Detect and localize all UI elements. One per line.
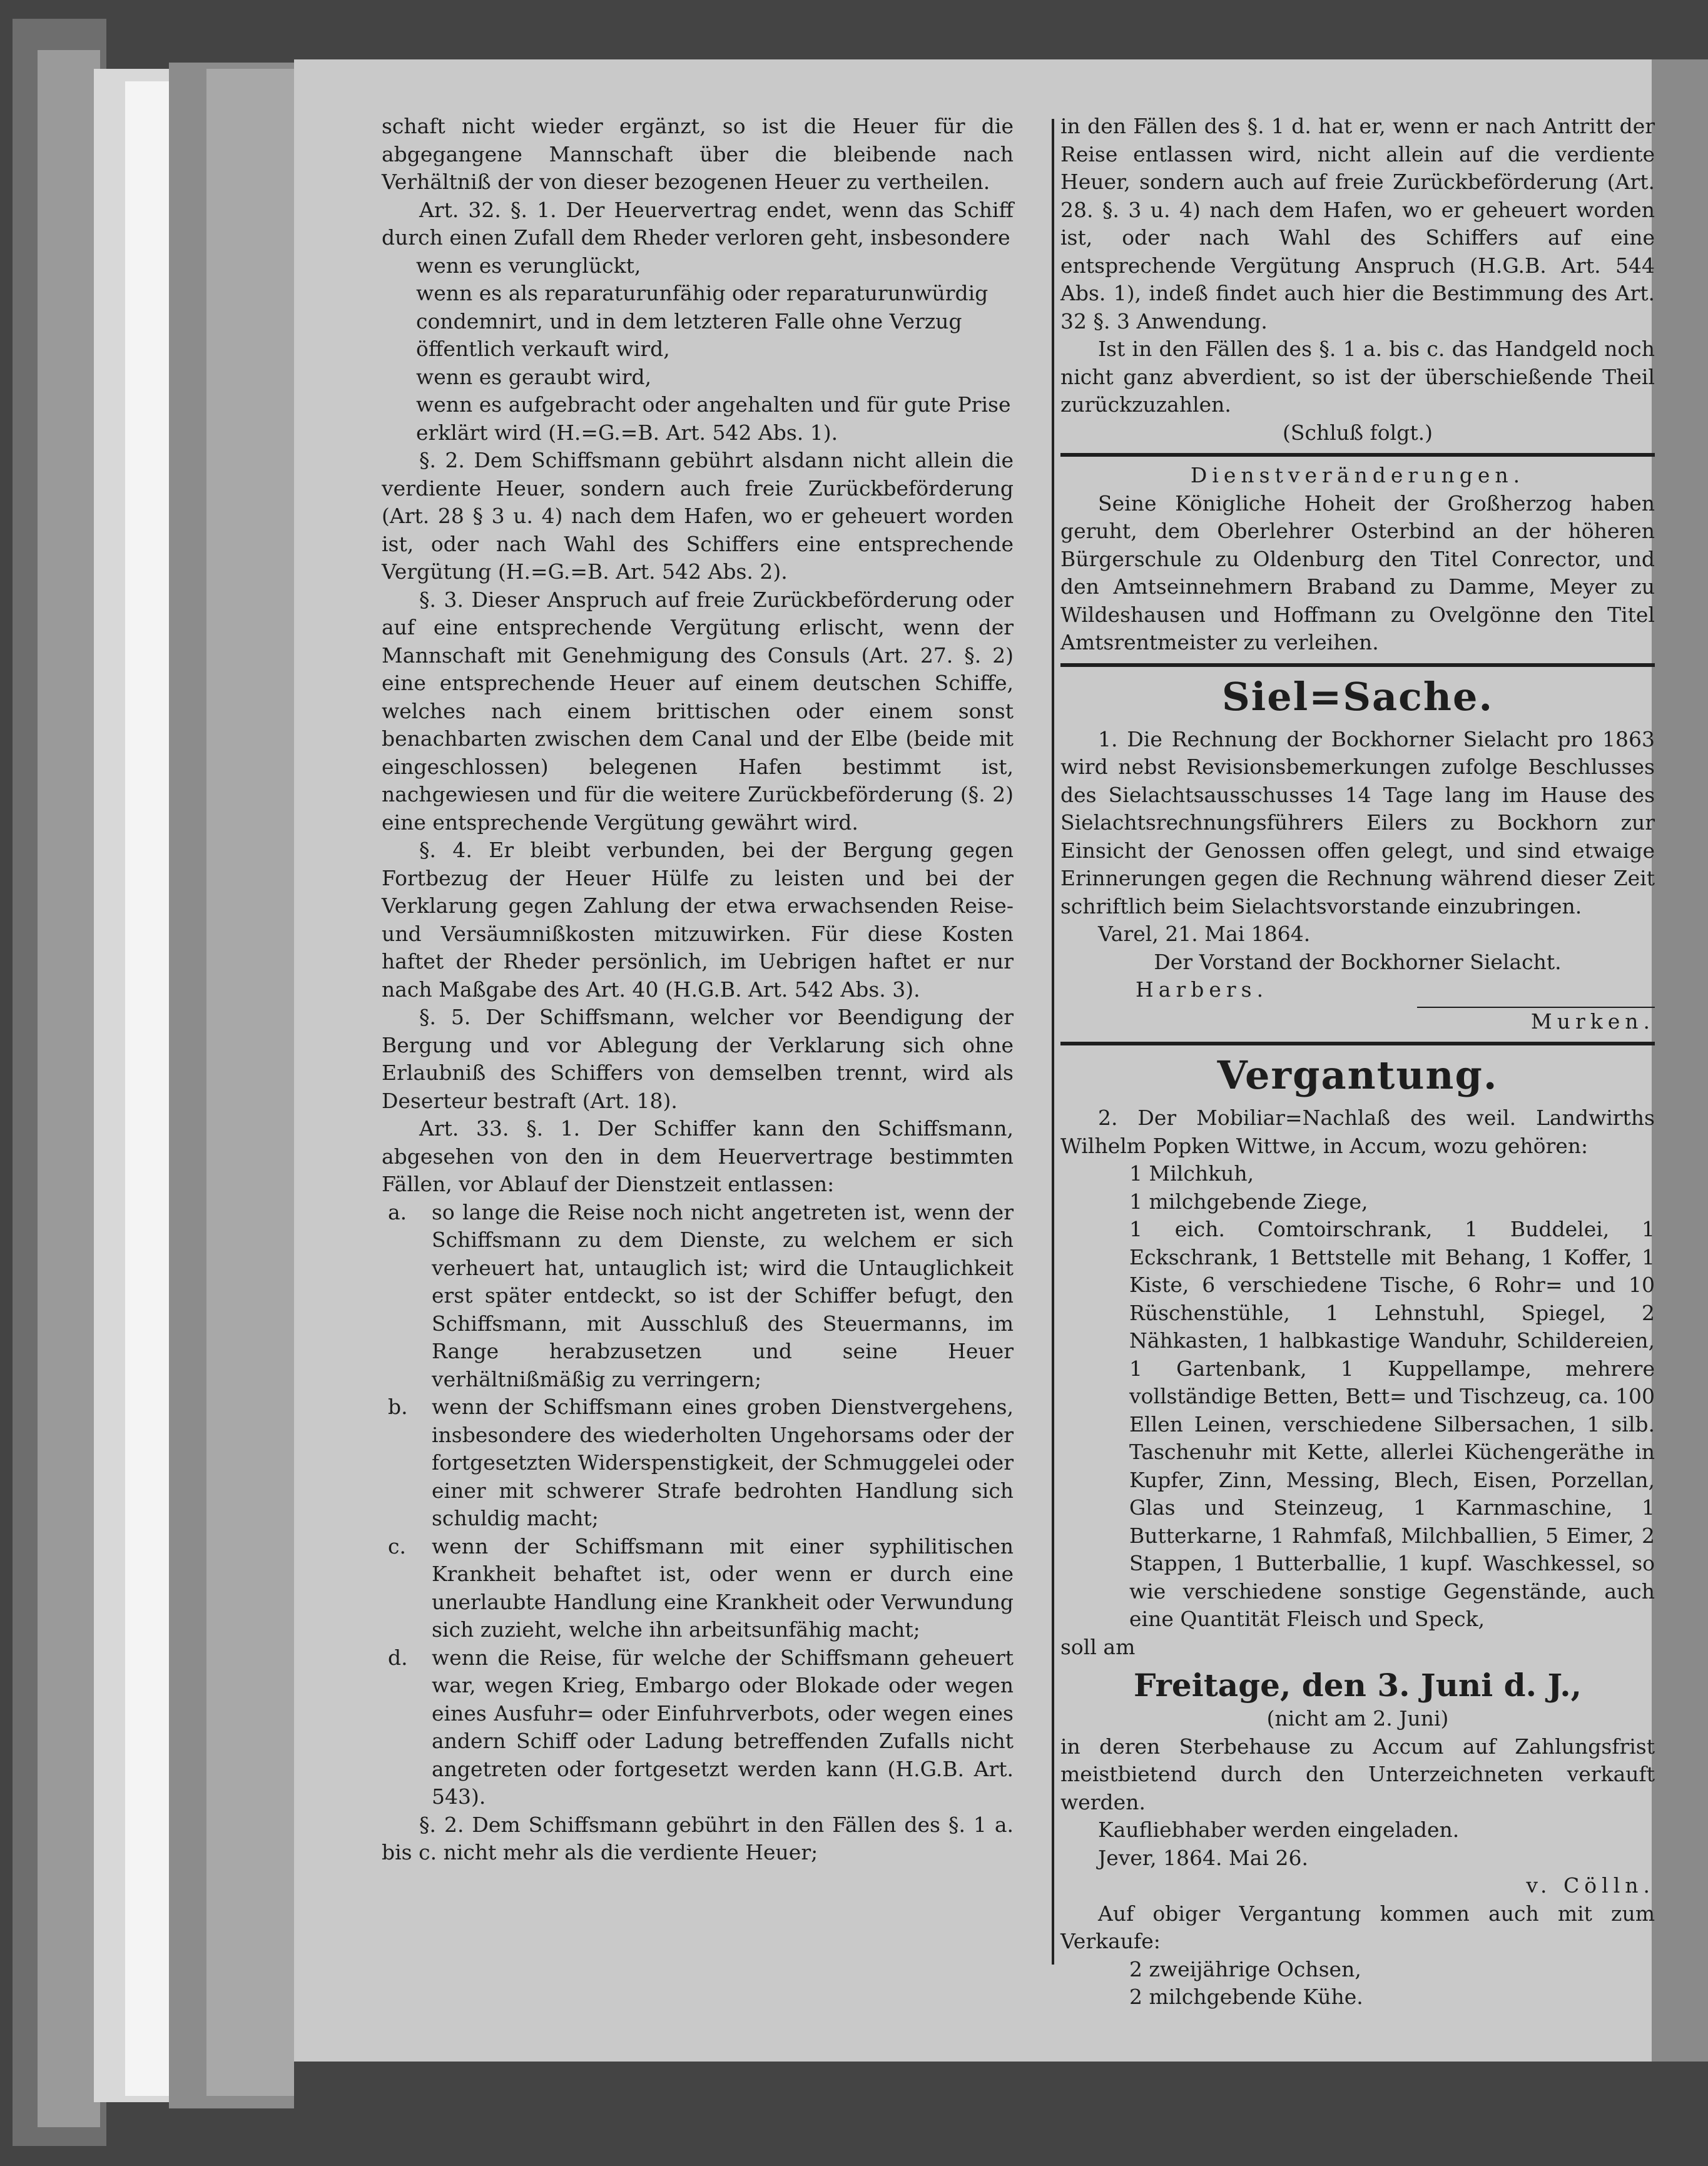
art32-case: wenn es geraubt wird, (416, 364, 652, 389)
vergantung-extra-item: 2 milchgebende Kühe. (1129, 1985, 1363, 2009)
siel-heading: Siel=Sache. (1221, 673, 1494, 719)
art32-case: wenn es als reparaturunfähig oder reparaturunwürdig condemnirt, und in dem letzteren Falle ohne Verzug öffentlich verkauft wird, (416, 281, 989, 361)
art33-para1: Art. 33. §. 1. Der Schiffer kann den Schiffsmann, abgesehen von den in dem Heuervertrage bestimmten Fällen, vor Ablauf der Dienstzeit entlassen: (382, 1116, 1014, 1196)
vergantung-soll: soll am (1060, 1634, 1136, 1659)
signatory-name: Harbers. (1136, 977, 1269, 1002)
art32-para1: Art. 32. §. 1. Der Heuervertrag endet, wenn das Schiff durch einen Zufall dem Rheder verloren geht, insbesondere (382, 197, 1014, 250)
left-column (382, 113, 1014, 1867)
section-divider (1060, 453, 1655, 457)
vergantung-date: Freitage, den 3. Juni d. J., (1133, 1667, 1582, 1704)
siel-text: 1. Die Rechnung der Bockhorner Sielacht pro 1863 wird nebst Revisionsbemerkungen zufolge Beschlusses des Sielachtsausschusses 14 Tage lang im Hause des Sielachtsrechnungsführers Eilers zu Bockhorn zur Einsicht der Genossen offen gelegt, und sind etwaige Erinnerungen gegen die Rechnung während dieser Zeit schriftlich beim Sielachtsvorstande einzubringen. (1060, 726, 1655, 918)
art32-para4: §. 4. Er bleibt verbunden, bei der Bergung gegen Fortbezug der Heuer Hülfe zu leisten und bei der Verklarung gegen Zahlung der etwa erwachsenden Reise- und Versäumnißkosten mitzuwirken. Für diese Kosten haftet der Rheder persönlich, im Uebrigen haftet er nur nach Maßgabe des Art. 40 (H.G.B. Art. 542 Abs. 3). (382, 838, 1014, 1002)
vergantung-item: 1 eich. Comtoirschrank, 1 Buddelei, 1 Eckschrank, 1 Bettstelle mit Behang, 1 Koffer, 1 Kiste, 6 verschiedene Tische, 6 Rohr= und 10 Rüschenstühle, 1 Lehnstuhl, Spiegel, 2 Nähkasten, 1 halbkastige Wanduhr, Schildereien, 1 Gartenbank, 1 Kuppellampe, mehrere vollständige Betten, Bett= und Tischzeug, ca. 100 Ellen Leinen, verschiedene Silbersachen, 1 silb. Taschenuhr mit Kette, allerlei Küchengeräthe in Kupfer, Zinn, Messing, Blech, Eisen, Porzellan, Glas und Steinzeug, 1 Karnmaschine, 1 Butterkarne, 1 Rahmfaß, Milchballien, 5 Eimer, 2 Stappen, 1 Butterballie, 1 kupf. Waschkessel, so wie verschiedene sonstige Gegenstände, auch eine Quantität Fleisch und Speck, (1129, 1217, 1655, 1631)
vergantung-text: 2. Der Mobiliar=Nachlaß des weil. Landwirths Wilhelm Popken Wittwe, in Accum, wozu gehören: (1060, 1106, 1655, 1158)
to-be-continued: (Schluß folgt.) (1283, 420, 1433, 445)
vergantung-note: (nicht am 2. Juni) (1266, 1706, 1449, 1731)
art33-item (382, 1199, 1014, 1394)
item-text: wenn der Schiffsmann eines groben Dienstvergehens, insbesondere des wiederholten Ungehorsams oder der fortgesetzten Widerspenstigkeit, der Schmuggelei oder einer mit schwerer Strafe bedrohten Handlung sich schuldig macht; (432, 1395, 1014, 1530)
vergantung-signature: v. Cölln. (1526, 1873, 1655, 1898)
newspaper-page (294, 59, 1680, 2062)
siel-date: Varel, 21. Mai 1864. (1098, 922, 1311, 946)
opening-paragraph: schaft nicht wieder ergänzt, so ist die Heuer für die abgegangene Mannschaft über die bleibende nach Verhältniß der von dieser bezogenen Heuer zu vertheilen. (382, 114, 1014, 194)
item-label: d. (388, 1645, 408, 1670)
art32-para3: §. 3. Dieser Anspruch auf freie Zurückbeförderung oder auf eine entsprechende Vergütung erlischt, wenn der Mannschaft mit Genehmigung des Consuls (Art. 27. §. 2) eine entsprechende Heuer auf einem deutschen Schiffe, welches nach einem brittischen oder einem sonst benachbarten zwischen dem Canal und der Elbe (beide mit eingeschlossen) belegenen Hafen bestimmt ist, nachgewiesen und für die weitere Zurückbeförderung (§. 2) eine entsprechende Vergütung gewährt wird. (382, 587, 1014, 835)
art33-item (382, 1533, 1014, 1644)
art32-para2: §. 2. Dem Schiffsmann gebührt alsdann nicht allein die verdiente Heuer, sondern auch freie Zurückbeförderung (Art. 28 § 3 u. 4) nach dem Hafen, wo er geheuert worden ist, oder nach Wahl des Schiffers eine entsprechende Vergütung (H.=G.=B. Art. 542 Abs. 2). (382, 448, 1014, 584)
item-label: c. (388, 1533, 406, 1558)
art32-case: wenn es verunglückt, (416, 253, 641, 278)
section-divider (1060, 1042, 1655, 1045)
item-label: a. (388, 1199, 407, 1224)
art33-para2: §. 2. Dem Schiffsmann gebührt in den Fällen des §. 1 a. bis c. nicht mehr als die verdiente Heuer; (382, 1812, 1014, 1864)
vergantung-extra-item: 2 zweijährige Ochsen, (1129, 1956, 1361, 1981)
art33-item (382, 1393, 1014, 1533)
vergantung-place: Jever, 1864. Mai 26. (1098, 1845, 1309, 1870)
item-text: so lange die Reise noch nicht angetreten ist, wenn der Schiffsmann zu dem Dienste, zu welchem er sich verheuert hat, untauglich ist; wird die Untauglichkeit erst später entdeckt, so ist der Schiffer befugt, den Schiffsmann, mit Ausschluß des Steuermanns, im Range herabzusetzen und seine Heuer verhältnißmäßig zu verringern; (432, 1199, 1014, 1391)
vergantung-text-2: in deren Sterbehause zu Accum auf Zahlungsfrist meistbietend durch den Unterzeichneten verkauft werden. (1060, 1734, 1655, 1814)
vergantung-item: 1 milchgebende Ziege, (1129, 1189, 1368, 1214)
art33-item (382, 1644, 1014, 1811)
vergantung-buyers: Kaufliebhaber werden eingeladen. (1098, 1818, 1460, 1842)
dienst-text: Seine Königliche Hoheit der Großherzog haben geruht, dem Oberlehrer Osterbind an der höheren Bürgerschule zu Oldenburg den Titel Conrector, und den Amtseinnehmern Braband zu Damme, Meyer zu Wildeshausen und Hoffmann zu Ovelgönne den Titel Amtsrentmeister zu verleihen. (1060, 491, 1655, 654)
dienst-heading: Dienstveränderungen. (1190, 463, 1525, 487)
section-divider (1060, 663, 1655, 667)
item-text: wenn der Schiffsmann mit einer syphilitischen Krankheit behaftet ist, oder wenn er durch eine unerlaubte Handlung eine Krankheit oder Verwundung sich zuzieht, welche ihn arbeitsunfähig macht; (432, 1533, 1014, 1642)
siel-signature: Der Vorstand der Bockhorner Sielacht. (1154, 949, 1562, 974)
handgeld-paragraph: Ist in den Fällen des §. 1 a. bis c. das Handgeld noch nicht ganz abverdient, so ist der überschießende Theil zurückzuzahlen. (1060, 337, 1655, 417)
art32-case: wenn es aufgebracht oder angehalten und für gute Prise erklärt wird (H.=G.=B. Art. 542 Abs. 1). (416, 392, 1011, 445)
vergantung-item: 1 Milchkuh, (1129, 1161, 1254, 1186)
right-column (1060, 113, 1655, 2011)
vergantung-heading: Vergantung. (1217, 1052, 1498, 1098)
continued-paragraph: in den Fällen des §. 1 d. hat er, wenn er nach Antritt der Reise entlassen wird, nicht allein auf die verdiente Heuer, sondern auch auf freie Zurückbeförderung (Art. 28. §. 3 u. 4) nach dem Hafen, wo er geheuert worden ist, oder nach Wahl des Schiffers auf eine entsprechende Vergütung Anspruch (H.G.B. Art. 544 Abs. 1), indeß findet auch hier die Bestimmung des Art. 32 §. 3 Anwendung. (1060, 114, 1655, 333)
vergantung-extra: Auf obiger Vergantung kommen auch mit zum Verkaufe: (1060, 1901, 1655, 1953)
art32-para5: §. 5. Der Schiffsmann, welcher vor Beendigung der Bergung und vor Ablegung der Verklarung sich ohne Erlaubniß des Schiffers von demselben trennt, wird als Deserteur bestraft (Art. 18). (382, 1005, 1014, 1113)
item-label: b. (388, 1395, 408, 1419)
signatory-name-2: Murken. (1530, 1009, 1655, 1034)
item-text: wenn die Reise, für welche der Schiffsmann geheuert war, wegen Krieg, Embargo oder Blokade oder wegen eines Ausfuhr= oder Einfuhrverbots, oder wegen eines andern Schiff oder Ladung betreffenden Zufalls nicht angetreten oder fortgesetzt werden kann (H.G.B. Art. 543). (432, 1645, 1014, 1809)
